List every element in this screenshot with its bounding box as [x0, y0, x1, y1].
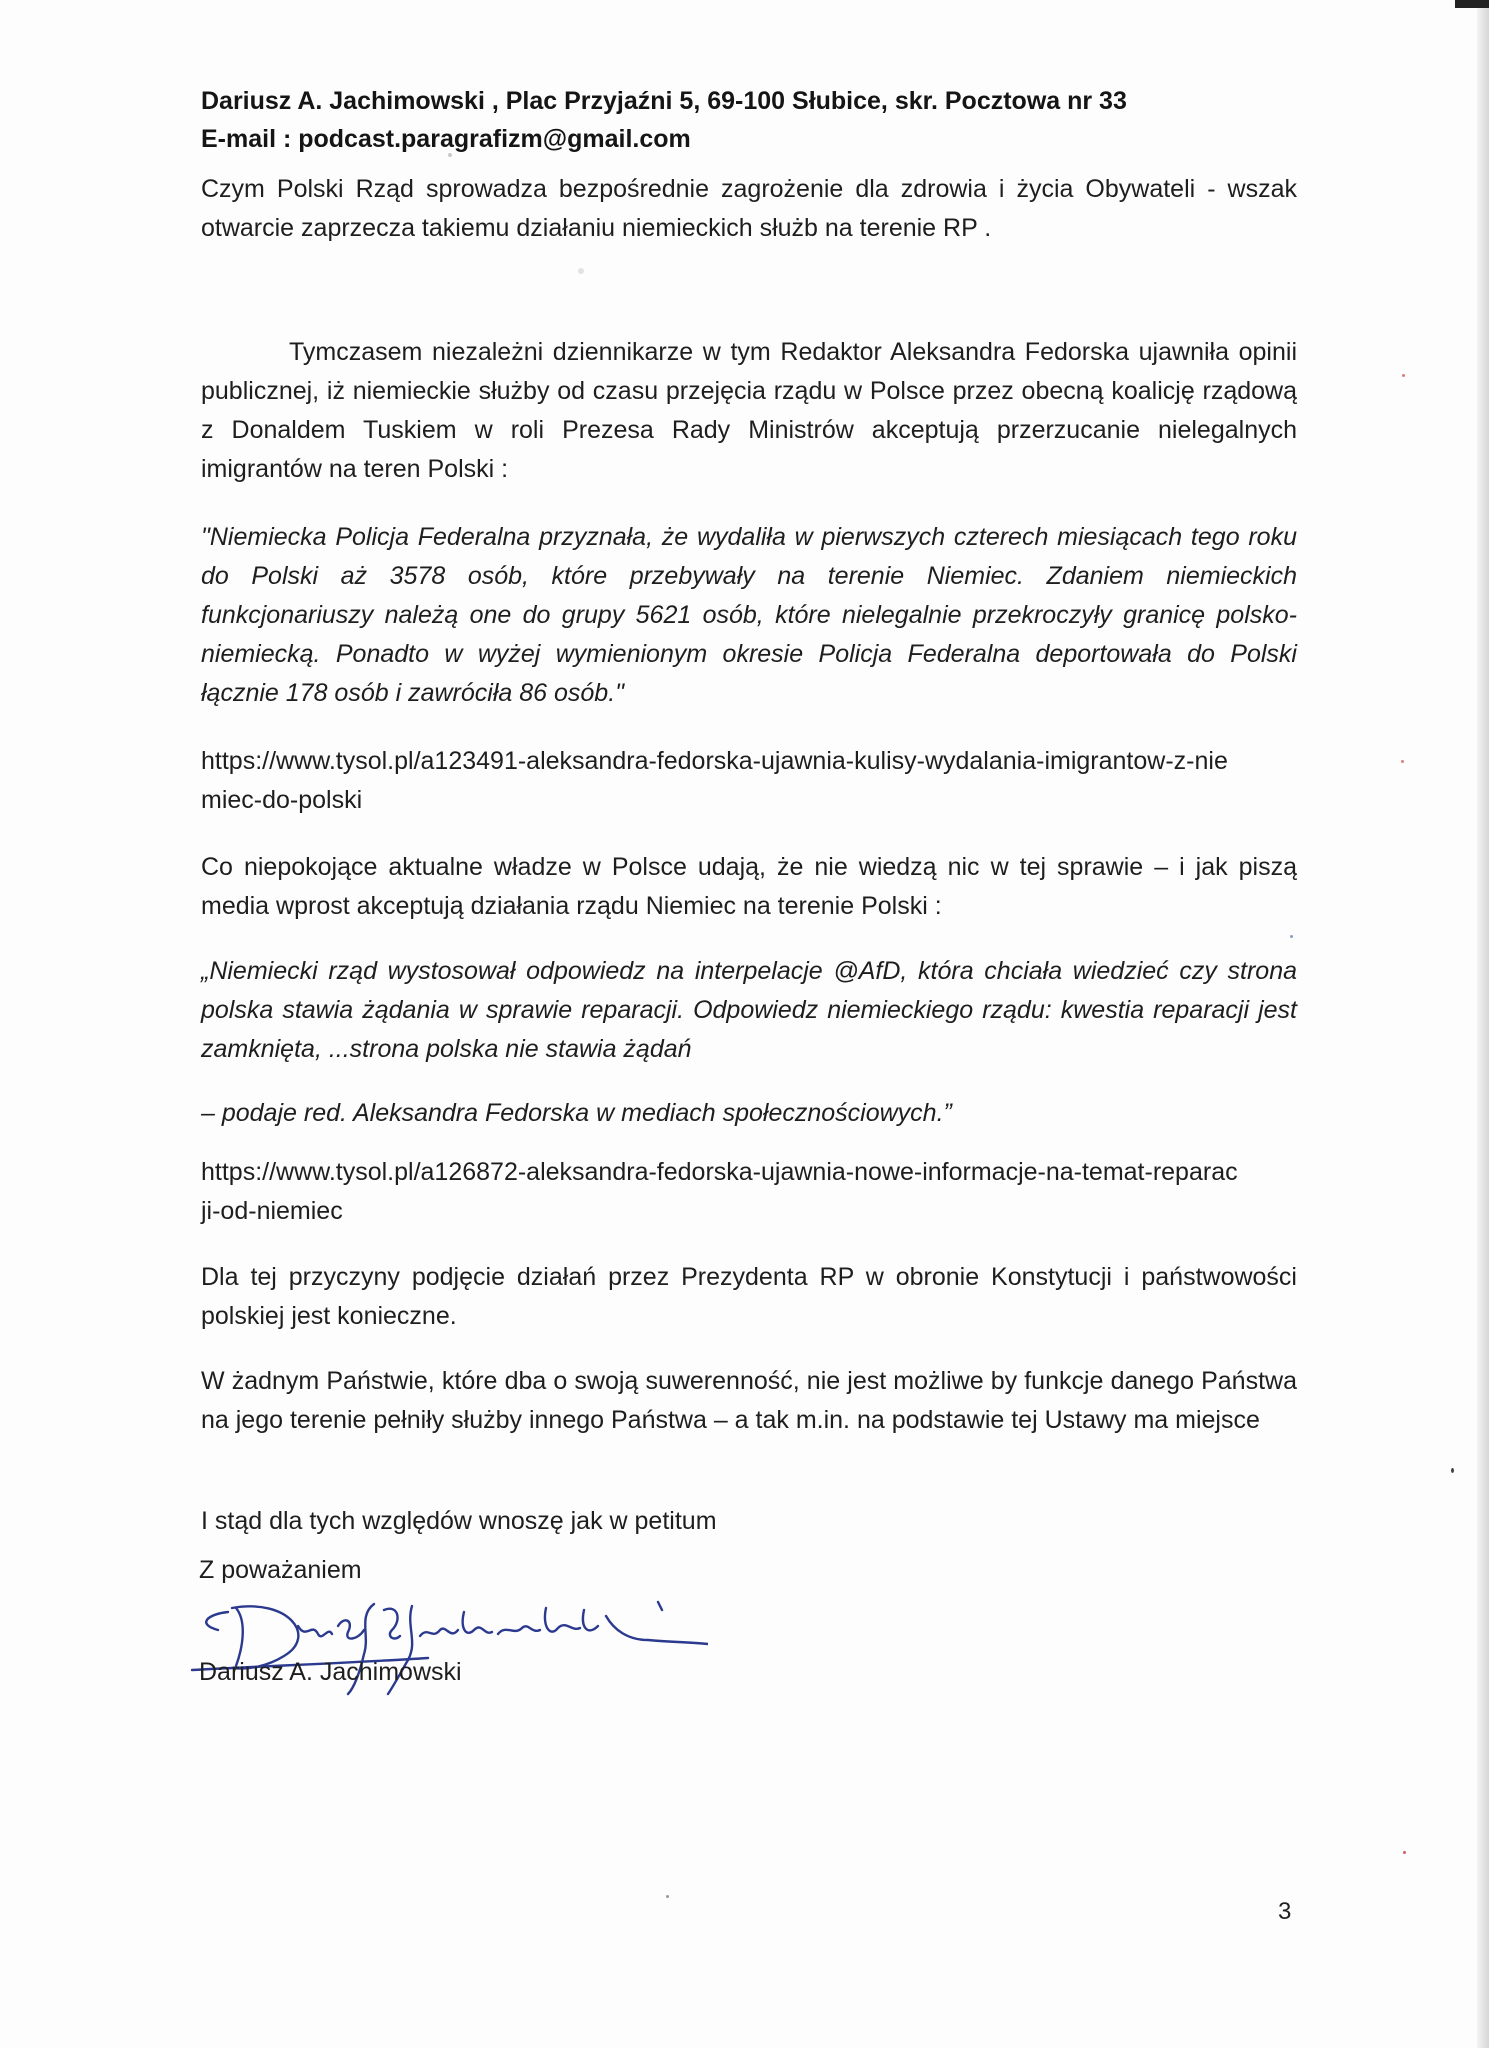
source-link-2[interactable]: https://www.tysol.pl/a126872-aleksandra-fedorska-ujawnia-nowe-informacje-na-temat-reparacji-od-niemiec [201, 1158, 1238, 1225]
scan-speck [1451, 1468, 1454, 1473]
signature-name: Dariusz A. Jachimowski [199, 1658, 462, 1686]
letter-header [201, 82, 1311, 158]
scan-speck [1403, 1851, 1406, 1854]
scan-speck [1401, 760, 1404, 763]
scan-edge [1477, 0, 1489, 2048]
paragraph-authorities: Co niepokojące aktualne władze w Polsce udają, że nie wiedzą nic w tej sprawie – i jak piszą media wprost akceptują działania rządu Niemiec na terenie Polski : [201, 853, 1297, 920]
paragraph-fedorska: Tymczasem niezależni dziennikarze w tym Redaktor Aleksandra Fedorska ujawniła opinii publicznej, iż niemieckie służby od czasu przejęcia rządu w Polsce przez obecną koalicję rządową z Donaldem Tuskiem w roli Prezesa Rady Ministrów akceptują przerzucanie nielegalnych imigrantów na teren Polski : [201, 338, 1297, 483]
page-number: 3 [1278, 1898, 1292, 1925]
intro-paragraph: Czym Polski Rząd sprowadza bezpośrednie zagrożenie dla zdrowia i życia Obywateli - wszak otwarcie zaprzecza takiemu działaniu niemieckich służb na terenie RP . [201, 175, 1297, 242]
closing-salutation: Z poważaniem [199, 1556, 362, 1584]
quote-police: "Niemiecka Policja Federalna przyznała, że wydaliła w pierwszych czterech miesiącach tego roku do Polski aż 3578 osób, które przebywały na terenie Niemiec. Zdaniem niemieckich funkcjonariuszy należą one do grupy 5621 osób, które nielegalnie przekroczyły granicę polsko-niemiecką. Ponadto w wyżej wymienionym okresie Policja Federalna deportowała do Polski łącznie 178 osób i zawróciła 86 osób." [201, 523, 1297, 707]
source-link-1[interactable]: https://www.tysol.pl/a123491-aleksandra-fedorska-ujawnia-kulisy-wydalania-imigrantow-z-niemiec-do-polski [201, 747, 1228, 814]
scan-speck [1290, 935, 1293, 938]
sender-email: E-mail : podcast.paragrafizm@gmail.com [201, 125, 691, 153]
scan-corner-mark [1455, 0, 1489, 8]
scan-speck [1402, 374, 1405, 377]
paragraph-president: Dla tej przyczyny podjęcie działań przez Prezydenta RP w obronie Konstytucji i państwowości polskiej jest konieczne. [201, 1263, 1297, 1330]
quote-source: – podaje red. Aleksandra Fedorska w mediach społecznościowych.” [201, 1099, 952, 1127]
scan-speck [578, 268, 584, 274]
paragraph-sovereignty: W żadnym Państwie, które dba o swoją suwerenność, nie jest możliwe by funkcje danego Państwa na jego terenie pełniły służby innego Państwa – a tak m.in. na podstawie tej Ustawy ma miejsce [201, 1367, 1297, 1434]
sender-address: Dariusz A. Jachimowski , Plac Przyjaźni 5, 69-100 Słubice, skr. Pocztowa nr 33 [201, 87, 1127, 115]
scan-speck [666, 1895, 669, 1898]
handwritten-signature [188, 1596, 708, 1706]
paragraph-petitum: I stąd dla tych względów wnoszę jak w petitum [201, 1507, 717, 1535]
quote-reparations: „Niemiecki rząd wystosował odpowiedz na interpelacje @AfD, która chciała wiedzieć czy strona polska stawia żądania w sprawie reparacji. Odpowiedz niemieckiego rządu: kwestia reparacji jest zamknięta, ...strona polska nie stawia żądań [201, 957, 1297, 1063]
